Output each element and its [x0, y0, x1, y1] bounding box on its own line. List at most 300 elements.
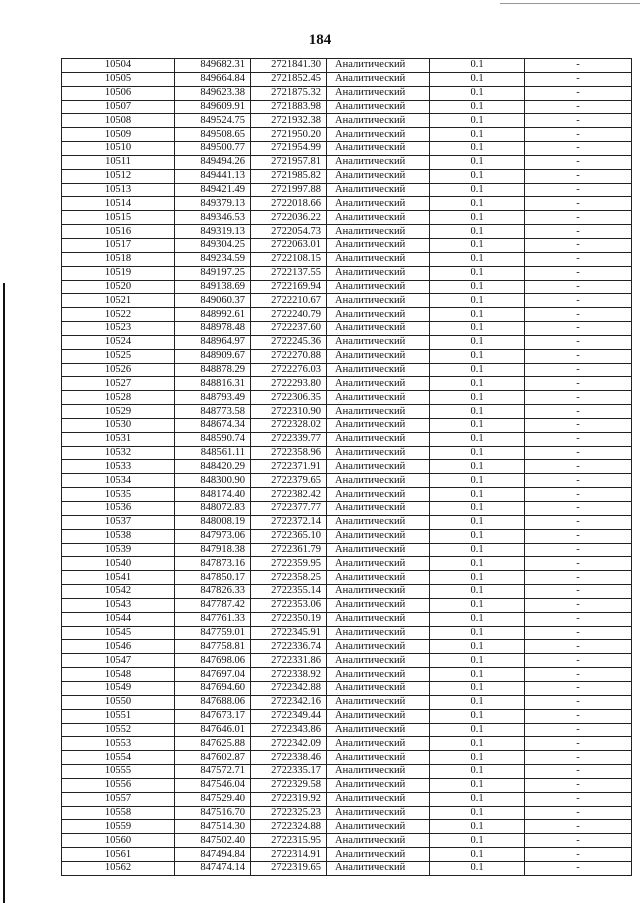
note-cell: -	[525, 183, 632, 197]
note-cell: -	[525, 751, 632, 765]
x-coordinate-cell: 849379.13	[175, 197, 251, 211]
x-coordinate-cell: 848773.58	[175, 405, 251, 419]
point-number-cell: 10547	[62, 654, 175, 668]
method-cell: Аналитический	[327, 792, 430, 806]
point-number-cell: 10554	[62, 751, 175, 765]
x-coordinate-cell: 848793.49	[175, 391, 251, 405]
y-coordinate-cell: 2721932.38	[251, 114, 327, 128]
method-cell: Аналитический	[327, 418, 430, 432]
accuracy-cell: 0.1	[430, 557, 525, 571]
accuracy-cell: 0.1	[430, 488, 525, 502]
left-margin-bar	[3, 283, 5, 903]
y-coordinate-cell: 2722293.80	[251, 377, 327, 391]
y-coordinate-cell: 2722210.67	[251, 294, 327, 308]
method-cell: Аналитический	[327, 723, 430, 737]
method-cell: Аналитический	[327, 695, 430, 709]
table-row	[62, 225, 632, 239]
point-number-cell: 10533	[62, 460, 175, 474]
y-coordinate-cell: 2722054.73	[251, 225, 327, 239]
table-row	[62, 806, 632, 820]
method-cell: Аналитический	[327, 681, 430, 695]
x-coordinate-cell: 848964.97	[175, 335, 251, 349]
table-row	[62, 502, 632, 516]
y-coordinate-cell: 2721950.20	[251, 128, 327, 142]
method-cell: Аналитический	[327, 668, 430, 682]
method-cell: Аналитический	[327, 169, 430, 183]
method-cell: Аналитический	[327, 778, 430, 792]
table-row	[62, 142, 632, 156]
accuracy-cell: 0.1	[430, 377, 525, 391]
accuracy-cell: 0.1	[430, 668, 525, 682]
y-coordinate-cell: 2722361.79	[251, 543, 327, 557]
accuracy-cell: 0.1	[430, 529, 525, 543]
y-coordinate-cell: 2722270.88	[251, 349, 327, 363]
y-coordinate-cell: 2722310.90	[251, 405, 327, 419]
x-coordinate-cell: 848420.29	[175, 460, 251, 474]
point-number-cell: 10521	[62, 294, 175, 308]
accuracy-cell: 0.1	[430, 197, 525, 211]
table-row	[62, 59, 632, 73]
accuracy-cell: 0.1	[430, 695, 525, 709]
accuracy-cell: 0.1	[430, 363, 525, 377]
accuracy-cell: 0.1	[430, 598, 525, 612]
table-row	[62, 681, 632, 695]
note-cell: -	[525, 142, 632, 156]
point-number-cell: 10551	[62, 709, 175, 723]
accuracy-cell: 0.1	[430, 142, 525, 156]
point-number-cell: 10522	[62, 308, 175, 322]
method-cell: Аналитический	[327, 363, 430, 377]
point-number-cell: 10546	[62, 640, 175, 654]
point-number-cell: 10520	[62, 280, 175, 294]
table-row	[62, 86, 632, 100]
table-row	[62, 183, 632, 197]
point-number-cell: 10560	[62, 834, 175, 848]
x-coordinate-cell: 849319.13	[175, 225, 251, 239]
accuracy-cell: 0.1	[430, 502, 525, 516]
accuracy-cell: 0.1	[430, 460, 525, 474]
method-cell: Аналитический	[327, 557, 430, 571]
y-coordinate-cell: 2722245.36	[251, 335, 327, 349]
table-row	[62, 723, 632, 737]
point-number-cell: 10543	[62, 598, 175, 612]
x-coordinate-cell: 849494.26	[175, 155, 251, 169]
method-cell: Аналитический	[327, 349, 430, 363]
note-cell: -	[525, 280, 632, 294]
table-row	[62, 197, 632, 211]
table-row	[62, 820, 632, 834]
method-cell: Аналитический	[327, 142, 430, 156]
note-cell: -	[525, 238, 632, 252]
point-number-cell: 10552	[62, 723, 175, 737]
table-row	[62, 751, 632, 765]
method-cell: Аналитический	[327, 86, 430, 100]
note-cell: -	[525, 114, 632, 128]
note-cell: -	[525, 197, 632, 211]
method-cell: Аналитический	[327, 377, 430, 391]
note-cell: -	[525, 335, 632, 349]
accuracy-cell: 0.1	[430, 834, 525, 848]
method-cell: Аналитический	[327, 861, 430, 875]
y-coordinate-cell: 2722372.14	[251, 515, 327, 529]
x-coordinate-cell: 848674.34	[175, 418, 251, 432]
x-coordinate-cell: 847787.42	[175, 598, 251, 612]
accuracy-cell: 0.1	[430, 681, 525, 695]
x-coordinate-cell: 847918.38	[175, 543, 251, 557]
x-coordinate-cell: 849197.25	[175, 266, 251, 280]
note-cell: -	[525, 155, 632, 169]
point-number-cell: 10507	[62, 100, 175, 114]
point-number-cell: 10527	[62, 377, 175, 391]
table-row	[62, 349, 632, 363]
x-coordinate-cell: 848008.19	[175, 515, 251, 529]
accuracy-cell: 0.1	[430, 723, 525, 737]
y-coordinate-cell: 2722338.46	[251, 751, 327, 765]
accuracy-cell: 0.1	[430, 446, 525, 460]
table-row	[62, 571, 632, 585]
accuracy-cell: 0.1	[430, 778, 525, 792]
x-coordinate-cell: 847697.04	[175, 668, 251, 682]
note-cell: -	[525, 820, 632, 834]
x-coordinate-cell: 847474.14	[175, 861, 251, 875]
method-cell: Аналитический	[327, 294, 430, 308]
y-coordinate-cell: 2722342.16	[251, 695, 327, 709]
accuracy-cell: 0.1	[430, 751, 525, 765]
y-coordinate-cell: 2722324.88	[251, 820, 327, 834]
point-number-cell: 10530	[62, 418, 175, 432]
y-coordinate-cell: 2722339.77	[251, 432, 327, 446]
table-row	[62, 252, 632, 266]
table-row	[62, 709, 632, 723]
y-coordinate-cell: 2722319.92	[251, 792, 327, 806]
x-coordinate-cell: 847973.06	[175, 529, 251, 543]
y-coordinate-cell: 2722349.44	[251, 709, 327, 723]
x-coordinate-cell: 849060.37	[175, 294, 251, 308]
accuracy-cell: 0.1	[430, 266, 525, 280]
note-cell: -	[525, 72, 632, 86]
x-coordinate-cell: 847873.16	[175, 557, 251, 571]
point-number-cell: 10529	[62, 405, 175, 419]
note-cell: -	[525, 861, 632, 875]
y-coordinate-cell: 2722343.86	[251, 723, 327, 737]
method-cell: Аналитический	[327, 308, 430, 322]
coordinates-table-body	[62, 59, 632, 876]
y-coordinate-cell: 2722063.01	[251, 238, 327, 252]
method-cell: Аналитический	[327, 515, 430, 529]
point-number-cell: 10512	[62, 169, 175, 183]
note-cell: -	[525, 765, 632, 779]
method-cell: Аналитический	[327, 709, 430, 723]
note-cell: -	[525, 792, 632, 806]
accuracy-cell: 0.1	[430, 391, 525, 405]
accuracy-cell: 0.1	[430, 322, 525, 336]
method-cell: Аналитический	[327, 183, 430, 197]
x-coordinate-cell: 847758.81	[175, 640, 251, 654]
accuracy-cell: 0.1	[430, 335, 525, 349]
table-row	[62, 155, 632, 169]
point-number-cell: 10559	[62, 820, 175, 834]
x-coordinate-cell: 849500.77	[175, 142, 251, 156]
table-row	[62, 363, 632, 377]
table-row	[62, 488, 632, 502]
table-row	[62, 861, 632, 875]
note-cell: -	[525, 225, 632, 239]
y-coordinate-cell: 2722371.91	[251, 460, 327, 474]
point-number-cell: 10518	[62, 252, 175, 266]
note-cell: -	[525, 557, 632, 571]
note-cell: -	[525, 529, 632, 543]
accuracy-cell: 0.1	[430, 72, 525, 86]
y-coordinate-cell: 2722306.35	[251, 391, 327, 405]
table-row	[62, 100, 632, 114]
point-number-cell: 10548	[62, 668, 175, 682]
page-number: 184	[308, 32, 332, 48]
point-number-cell: 10537	[62, 515, 175, 529]
point-number-cell: 10542	[62, 585, 175, 599]
point-number-cell: 10541	[62, 571, 175, 585]
point-number-cell: 10550	[62, 695, 175, 709]
table-row	[62, 238, 632, 252]
y-coordinate-cell: 2721883.98	[251, 100, 327, 114]
y-coordinate-cell: 2722353.06	[251, 598, 327, 612]
method-cell: Аналитический	[327, 612, 430, 626]
x-coordinate-cell: 848978.48	[175, 322, 251, 336]
table-row	[62, 474, 632, 488]
method-cell: Аналитический	[327, 474, 430, 488]
table-row	[62, 460, 632, 474]
table-row	[62, 585, 632, 599]
accuracy-cell: 0.1	[430, 294, 525, 308]
note-cell: -	[525, 723, 632, 737]
point-number-cell: 10556	[62, 778, 175, 792]
x-coordinate-cell: 848590.74	[175, 432, 251, 446]
point-number-cell: 10506	[62, 86, 175, 100]
table-row	[62, 834, 632, 848]
note-cell: -	[525, 834, 632, 848]
method-cell: Аналитический	[327, 585, 430, 599]
y-coordinate-cell: 2722169.94	[251, 280, 327, 294]
y-coordinate-cell: 2722328.02	[251, 418, 327, 432]
y-coordinate-cell: 2722342.09	[251, 737, 327, 751]
note-cell: -	[525, 709, 632, 723]
x-coordinate-cell: 847694.60	[175, 681, 251, 695]
method-cell: Аналитический	[327, 197, 430, 211]
table-row	[62, 308, 632, 322]
method-cell: Аналитический	[327, 640, 430, 654]
point-number-cell: 10555	[62, 765, 175, 779]
table-row	[62, 543, 632, 557]
y-coordinate-cell: 2722329.58	[251, 778, 327, 792]
accuracy-cell: 0.1	[430, 308, 525, 322]
table-row	[62, 529, 632, 543]
x-coordinate-cell: 848072.83	[175, 502, 251, 516]
y-coordinate-cell: 2722358.25	[251, 571, 327, 585]
y-coordinate-cell: 2722382.42	[251, 488, 327, 502]
note-cell: -	[525, 446, 632, 460]
x-coordinate-cell: 848909.67	[175, 349, 251, 363]
point-number-cell: 10511	[62, 155, 175, 169]
note-cell: -	[525, 681, 632, 695]
note-cell: -	[525, 502, 632, 516]
x-coordinate-cell: 847572.71	[175, 765, 251, 779]
x-coordinate-cell: 849346.53	[175, 211, 251, 225]
x-coordinate-cell: 847646.01	[175, 723, 251, 737]
y-coordinate-cell: 2722276.03	[251, 363, 327, 377]
method-cell: Аналитический	[327, 654, 430, 668]
note-cell: -	[525, 391, 632, 405]
note-cell: -	[525, 474, 632, 488]
note-cell: -	[525, 418, 632, 432]
note-cell: -	[525, 460, 632, 474]
point-number-cell: 10504	[62, 59, 175, 73]
point-number-cell: 10545	[62, 626, 175, 640]
point-number-cell: 10536	[62, 502, 175, 516]
x-coordinate-cell: 847761.33	[175, 612, 251, 626]
x-coordinate-cell: 849664.84	[175, 72, 251, 86]
table-row	[62, 294, 632, 308]
note-cell: -	[525, 308, 632, 322]
x-coordinate-cell: 849623.38	[175, 86, 251, 100]
point-number-cell: 10549	[62, 681, 175, 695]
point-number-cell: 10553	[62, 737, 175, 751]
coordinates-table	[61, 58, 632, 876]
accuracy-cell: 0.1	[430, 128, 525, 142]
note-cell: -	[525, 737, 632, 751]
method-cell: Аналитический	[327, 225, 430, 239]
point-number-cell: 10544	[62, 612, 175, 626]
method-cell: Аналитический	[327, 322, 430, 336]
table-row	[62, 848, 632, 862]
point-number-cell: 10515	[62, 211, 175, 225]
point-number-cell: 10561	[62, 848, 175, 862]
point-number-cell: 10510	[62, 142, 175, 156]
table-row	[62, 737, 632, 751]
x-coordinate-cell: 849524.75	[175, 114, 251, 128]
y-coordinate-cell: 2722036.22	[251, 211, 327, 225]
note-cell: -	[525, 585, 632, 599]
y-coordinate-cell: 2721852.45	[251, 72, 327, 86]
point-number-cell: 10539	[62, 543, 175, 557]
method-cell: Аналитический	[327, 848, 430, 862]
method-cell: Аналитический	[327, 100, 430, 114]
note-cell: -	[525, 363, 632, 377]
y-coordinate-cell: 2722108.15	[251, 252, 327, 266]
x-coordinate-cell: 847826.33	[175, 585, 251, 599]
x-coordinate-cell: 847625.88	[175, 737, 251, 751]
accuracy-cell: 0.1	[430, 114, 525, 128]
x-coordinate-cell: 849304.25	[175, 238, 251, 252]
table-row	[62, 391, 632, 405]
accuracy-cell: 0.1	[430, 861, 525, 875]
method-cell: Аналитический	[327, 529, 430, 543]
y-coordinate-cell: 2722350.19	[251, 612, 327, 626]
method-cell: Аналитический	[327, 405, 430, 419]
accuracy-cell: 0.1	[430, 848, 525, 862]
method-cell: Аналитический	[327, 335, 430, 349]
method-cell: Аналитический	[327, 488, 430, 502]
method-cell: Аналитический	[327, 114, 430, 128]
note-cell: -	[525, 654, 632, 668]
table-row	[62, 792, 632, 806]
method-cell: Аналитический	[327, 751, 430, 765]
method-cell: Аналитический	[327, 391, 430, 405]
method-cell: Аналитический	[327, 834, 430, 848]
method-cell: Аналитический	[327, 626, 430, 640]
method-cell: Аналитический	[327, 460, 430, 474]
note-cell: -	[525, 59, 632, 73]
accuracy-cell: 0.1	[430, 474, 525, 488]
x-coordinate-cell: 847546.04	[175, 778, 251, 792]
accuracy-cell: 0.1	[430, 405, 525, 419]
table-row	[62, 695, 632, 709]
note-cell: -	[525, 211, 632, 225]
method-cell: Аналитический	[327, 128, 430, 142]
y-coordinate-cell: 2721875.32	[251, 86, 327, 100]
table-row	[62, 266, 632, 280]
accuracy-cell: 0.1	[430, 169, 525, 183]
accuracy-cell: 0.1	[430, 765, 525, 779]
accuracy-cell: 0.1	[430, 654, 525, 668]
method-cell: Аналитический	[327, 543, 430, 557]
table-row	[62, 515, 632, 529]
accuracy-cell: 0.1	[430, 280, 525, 294]
x-coordinate-cell: 847759.01	[175, 626, 251, 640]
table-row	[62, 765, 632, 779]
point-number-cell: 10513	[62, 183, 175, 197]
accuracy-cell: 0.1	[430, 183, 525, 197]
accuracy-cell: 0.1	[430, 418, 525, 432]
x-coordinate-cell: 847673.17	[175, 709, 251, 723]
x-coordinate-cell: 849609.91	[175, 100, 251, 114]
method-cell: Аналитический	[327, 238, 430, 252]
note-cell: -	[525, 322, 632, 336]
table-row	[62, 72, 632, 86]
point-number-cell: 10516	[62, 225, 175, 239]
table-row	[62, 169, 632, 183]
y-coordinate-cell: 2722237.60	[251, 322, 327, 336]
accuracy-cell: 0.1	[430, 709, 525, 723]
y-coordinate-cell: 2722355.14	[251, 585, 327, 599]
table-row	[62, 211, 632, 225]
accuracy-cell: 0.1	[430, 252, 525, 266]
table-row	[62, 114, 632, 128]
note-cell: -	[525, 806, 632, 820]
x-coordinate-cell: 848561.11	[175, 446, 251, 460]
note-cell: -	[525, 86, 632, 100]
note-cell: -	[525, 252, 632, 266]
y-coordinate-cell: 2722018.66	[251, 197, 327, 211]
y-coordinate-cell: 2722240.79	[251, 308, 327, 322]
method-cell: Аналитический	[327, 806, 430, 820]
accuracy-cell: 0.1	[430, 585, 525, 599]
y-coordinate-cell: 2722365.10	[251, 529, 327, 543]
accuracy-cell: 0.1	[430, 155, 525, 169]
note-cell: -	[525, 612, 632, 626]
point-number-cell: 10523	[62, 322, 175, 336]
y-coordinate-cell: 2722358.96	[251, 446, 327, 460]
note-cell: -	[525, 695, 632, 709]
note-cell: -	[525, 543, 632, 557]
accuracy-cell: 0.1	[430, 640, 525, 654]
accuracy-cell: 0.1	[430, 86, 525, 100]
point-number-cell: 10535	[62, 488, 175, 502]
accuracy-cell: 0.1	[430, 100, 525, 114]
table-row	[62, 668, 632, 682]
point-number-cell: 10517	[62, 238, 175, 252]
note-cell: -	[525, 515, 632, 529]
x-coordinate-cell: 847514.30	[175, 820, 251, 834]
point-number-cell: 10558	[62, 806, 175, 820]
